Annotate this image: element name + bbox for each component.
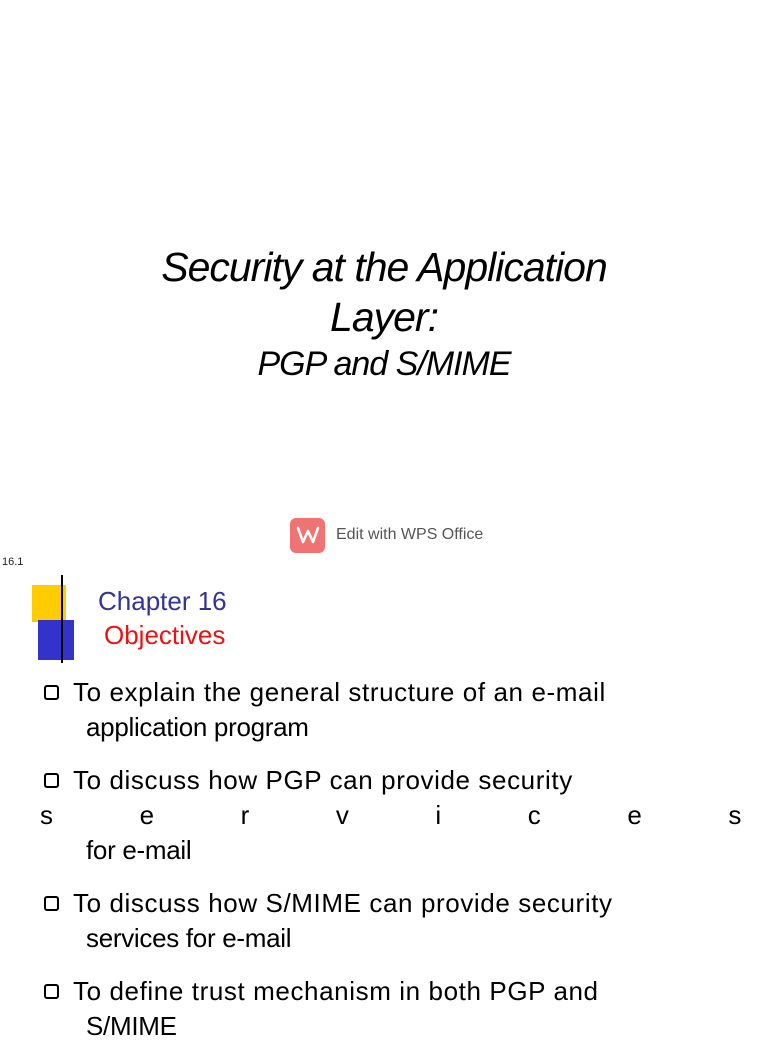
objective-item-3 (40, 886, 742, 956)
objective-text-continued: application program (86, 712, 309, 742)
objective-text-continued: S/MIME (86, 1011, 177, 1041)
justified-letter: e (627, 800, 643, 830)
wps-logo-icon (290, 518, 325, 553)
chapter-heading: Chapter 16 (98, 586, 227, 616)
justified-letter: v (335, 800, 350, 830)
justified-letter: e (139, 800, 155, 830)
objectives-heading: Objectives (104, 620, 226, 650)
objective-text: To define trust mechanism in both PGP and (73, 976, 599, 1006)
justified-letter: i (435, 800, 442, 830)
title-line-1: Security at the Application (161, 244, 607, 290)
justified-letter: s (728, 800, 742, 830)
wps-edit-label: Edit with WPS Office (336, 526, 484, 543)
justified-letter: s (40, 800, 54, 830)
wps-edit-badge[interactable] (290, 517, 483, 553)
checkbox-bullet-icon (44, 984, 59, 999)
slide-number: 16.1 (2, 556, 24, 568)
checkbox-bullet-icon (44, 896, 59, 911)
blue-accent-square (38, 620, 74, 660)
objective-item-1 (40, 675, 742, 745)
justified-letter: r (240, 800, 250, 830)
objective-item-2 (40, 763, 742, 868)
objective-justified-word (40, 798, 742, 833)
objective-text-continued: services for e-mail (86, 923, 292, 953)
objective-text-continued: for e-mail (86, 835, 192, 865)
objective-text: To explain the general structure of an e-mail (73, 677, 606, 707)
justified-letter: c (527, 800, 542, 830)
subtitle: PGP and S/MIME (257, 345, 511, 383)
accent-vertical-line (61, 575, 63, 663)
objective-text: To discuss how PGP can provide security (73, 765, 573, 795)
checkbox-bullet-icon (44, 685, 59, 700)
title-block (0, 242, 768, 384)
objective-text: To discuss how S/MIME can provide security (73, 888, 613, 918)
objective-item-4 (40, 974, 742, 1044)
checkbox-bullet-icon (44, 773, 59, 788)
title-line-2: Layer: (330, 294, 438, 340)
